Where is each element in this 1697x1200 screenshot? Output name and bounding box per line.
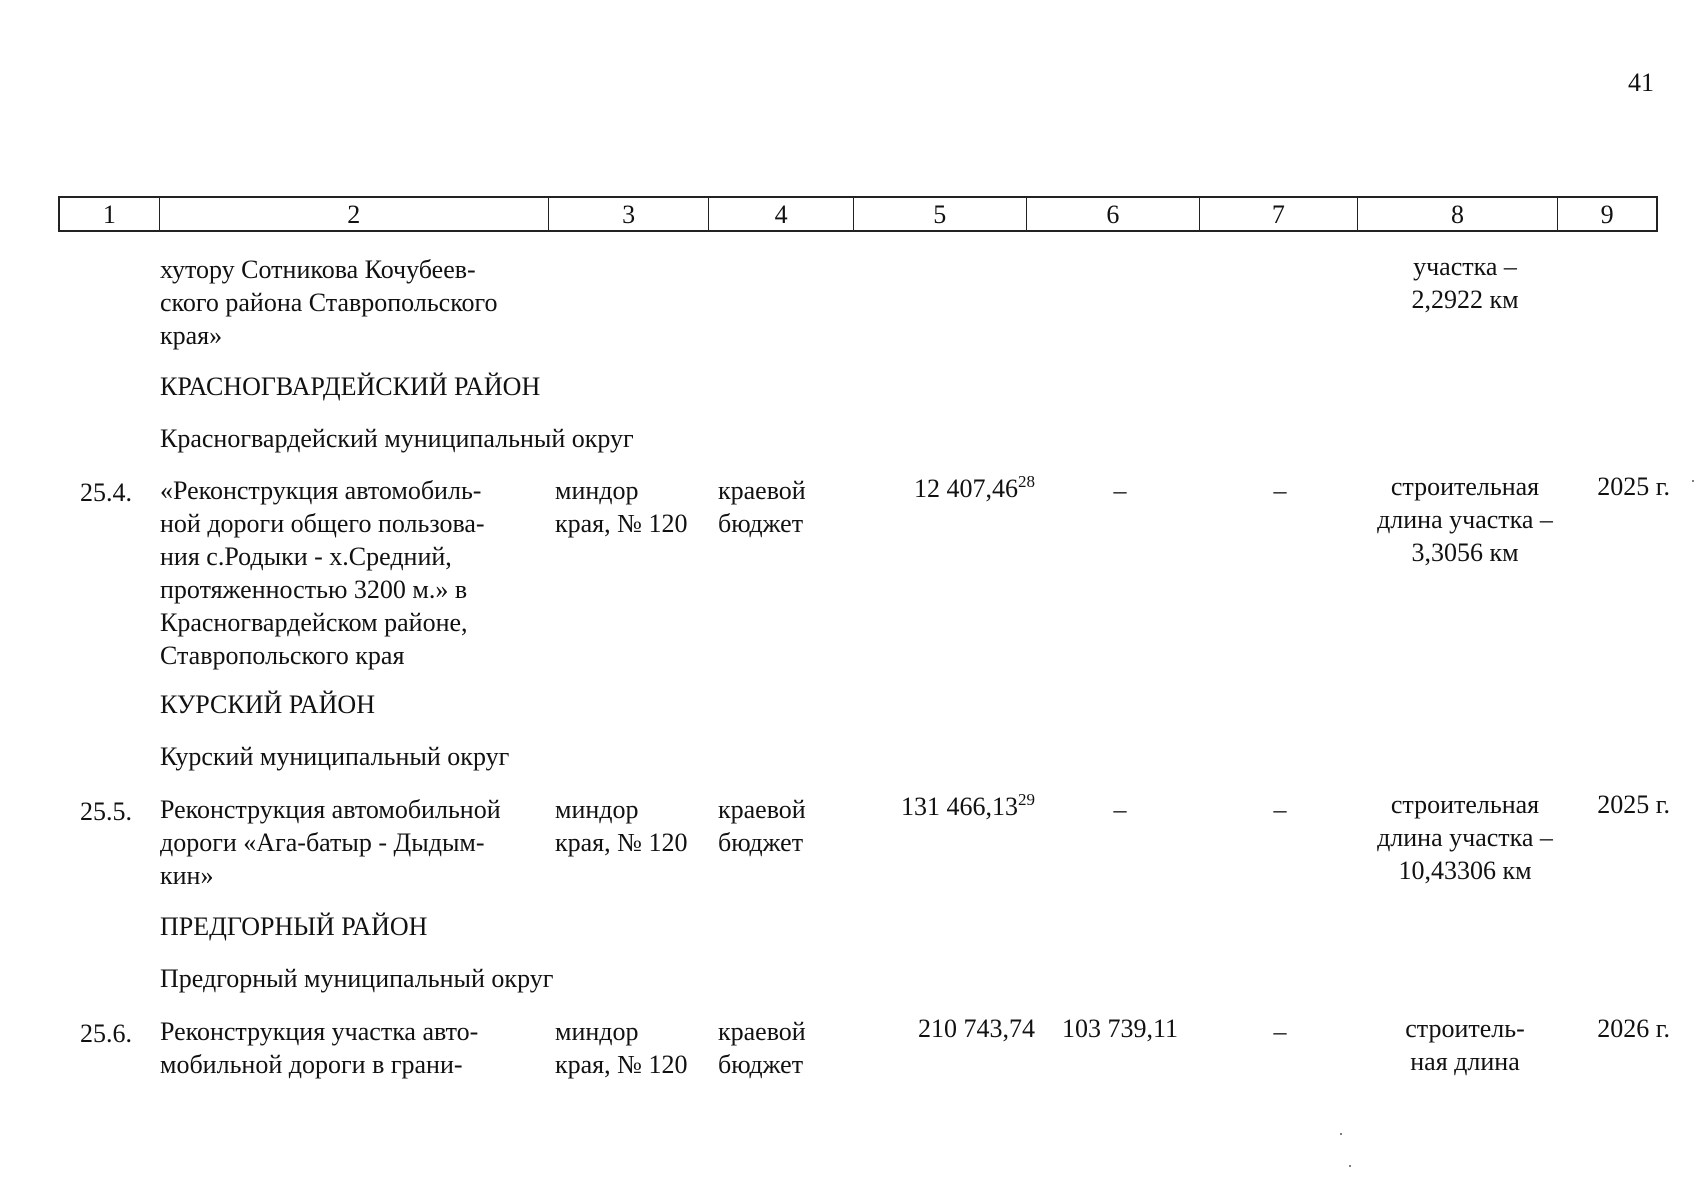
- header-col-9: 9: [1600, 200, 1614, 229]
- text-line: края, № 120: [555, 828, 688, 857]
- text-line: Ставропольского края: [160, 641, 405, 670]
- amount: 210 743,74: [918, 1014, 1035, 1043]
- text-line: краевой: [718, 1017, 806, 1046]
- text-line: протяженностью 3200 м.» в: [160, 575, 468, 604]
- header-col-7: 7: [1200, 198, 1358, 230]
- header-col-3: 3: [549, 198, 710, 230]
- text-line: миндор: [555, 476, 639, 505]
- text-line: участка –: [1413, 252, 1517, 281]
- text-line: дороги «Ага-батыр - Дыдым-: [160, 828, 485, 857]
- district-subtitle: Красногвардейский муниципальный округ: [160, 424, 634, 453]
- text-line: краевой: [718, 795, 806, 824]
- scan-speck: [1340, 1133, 1342, 1135]
- cont-name: [160, 253, 538, 352]
- district-subtitle: Курский муниципальный округ: [160, 742, 510, 771]
- text-line: ная длина: [1410, 1047, 1520, 1076]
- col7-value: –: [1273, 476, 1287, 505]
- row-number: 25.6.: [80, 1019, 132, 1048]
- text-line: ной дороги общего пользова-: [160, 509, 485, 538]
- funding-source: [718, 1015, 818, 1081]
- amount: 131 466,13$^{29}$: [901, 790, 1035, 821]
- customer: [555, 793, 705, 859]
- col7-value: –: [1273, 795, 1287, 824]
- col6-value: 103 739,11: [1061, 1014, 1179, 1043]
- year: 2026 г.: [1597, 1014, 1670, 1043]
- object-name: [160, 474, 538, 672]
- text-line: бюджет: [718, 1050, 804, 1079]
- text-line: ского района Ставропольского: [160, 288, 498, 317]
- page-number: 41: [1628, 68, 1654, 97]
- length-info: [1350, 470, 1580, 569]
- text-line: кин»: [160, 861, 214, 890]
- object-name: [160, 793, 538, 892]
- header-col-1: 1: [60, 198, 160, 230]
- footnote-ref: 28: [1018, 472, 1035, 491]
- scan-speck: [1692, 480, 1694, 482]
- row-number: 25.5.: [80, 797, 132, 826]
- header-col-8: 8: [1358, 198, 1559, 230]
- district-title: КУРСКИЙ РАЙОН: [160, 690, 375, 719]
- length-info: [1350, 1012, 1580, 1078]
- customer: [555, 1015, 705, 1081]
- district-title: КРАСНОГВАРДЕЙСКИЙ РАЙОН: [160, 372, 541, 401]
- text-line: края, № 120: [555, 1050, 688, 1079]
- header-col-2: 2: [160, 198, 549, 230]
- year: 2025 г.: [1597, 790, 1670, 819]
- header-col-6: 6: [1027, 198, 1201, 230]
- header-col-5: 5: [854, 198, 1027, 230]
- text-line: ния с.Родыки - х.Средний,: [160, 542, 452, 571]
- text-line: строительная: [1390, 790, 1540, 819]
- text-line: мобильной дороги в грани-: [160, 1050, 463, 1079]
- district-subtitle: Предгорный муниципальный округ: [160, 964, 554, 993]
- text-line: 3,3056 км: [1411, 538, 1519, 567]
- text-line: Реконструкция участка авто-: [160, 1017, 479, 1046]
- scan-speck: [1349, 1165, 1351, 1167]
- year: 2025 г.: [1597, 472, 1670, 501]
- text-line: краевой: [718, 476, 806, 505]
- text-line: бюджет: [718, 509, 804, 538]
- column-numbers-header: [58, 196, 1658, 232]
- text-line: края»: [160, 321, 223, 350]
- length-info: [1350, 788, 1580, 887]
- header-col-4: 4: [709, 198, 854, 230]
- text-line: Реконструкция автомобильной: [160, 795, 501, 824]
- text-line: миндор: [555, 1017, 639, 1046]
- text-line: строитель-: [1405, 1014, 1525, 1043]
- text-line: «Реконструкция автомобиль-: [160, 476, 482, 505]
- text-line: края, № 120: [555, 509, 688, 538]
- text-line: 10,43306 км: [1398, 856, 1532, 885]
- text-line: Красногвардейском районе,: [160, 608, 468, 637]
- amount: 12 407,46$^{28}$: [914, 472, 1035, 503]
- text-line: строительная: [1390, 472, 1540, 501]
- footnote-ref: 29: [1018, 790, 1035, 809]
- text-line: 2,2922 км: [1411, 285, 1519, 314]
- text-line: миндор: [555, 795, 639, 824]
- funding-source: [718, 793, 818, 859]
- cont-length: [1350, 250, 1580, 316]
- text-line: хутору Сотникова Кочубеев-: [160, 255, 476, 284]
- object-name: [160, 1015, 538, 1081]
- row-number: 25.4.: [80, 478, 132, 507]
- customer: [555, 474, 705, 540]
- funding-source: [718, 474, 818, 540]
- text-line: длина участка –: [1377, 823, 1553, 852]
- text-line: бюджет: [718, 828, 804, 857]
- col6-value: –: [1113, 476, 1127, 505]
- district-title: ПРЕДГОРНЫЙ РАЙОН: [160, 912, 428, 941]
- text-line: длина участка –: [1377, 505, 1553, 534]
- col7-value: –: [1273, 1017, 1287, 1046]
- col6-value: –: [1113, 795, 1127, 824]
